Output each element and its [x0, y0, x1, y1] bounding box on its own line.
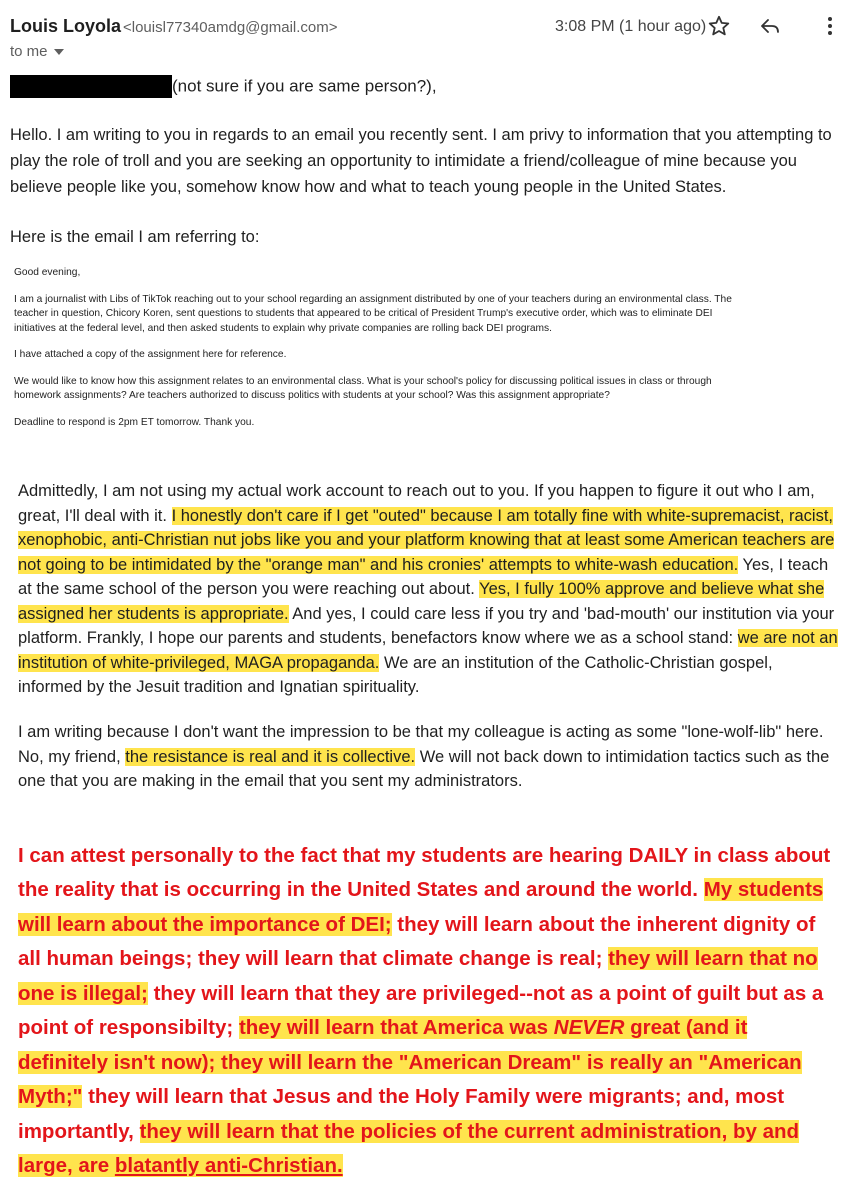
- highlighted-text: Yes, I fully 100% approve and believe what she assigned her students is appropriate.: [18, 580, 825, 623]
- underlined-text: blatantly anti-Christian.: [114, 1154, 343, 1177]
- reply-icon[interactable]: [758, 14, 782, 38]
- recipient-label: to me: [10, 43, 48, 60]
- text-segment: Yes, I teach at the same school of the person you were reaching out about.: [18, 555, 829, 598]
- greeting-line: [10, 75, 437, 99]
- greeting-suffix: (not sure if you are same person?),: [172, 76, 437, 96]
- highlighted-text: My students will learn about the importance of DEI;: [18, 878, 824, 936]
- text-segment: We are an institution of the Catholic-Christian gospel, informed by the Jesuit tradition and Ignatian spirituality.: [18, 653, 773, 696]
- body-paragraph: [18, 720, 838, 794]
- text-segment: I am writing because I don't want the impression to be that my colleague is acting as some "lone-wolf-lib" here. No, my friend,: [18, 723, 824, 766]
- text-segment: they will learn that the policies of the current administration, by and large, are: [18, 1119, 800, 1177]
- star-icon[interactable]: [707, 14, 731, 38]
- text-segment: I can attest personally to the fact that my students are hearing DAILY in class about the reality that is occurring in the United States and around the world.: [18, 843, 831, 901]
- red-bold-paragraph: [18, 839, 838, 1184]
- quoted-email: [14, 266, 734, 442]
- emphasis-text: NEVER: [553, 1016, 625, 1039]
- referring-line: Here is the email I am referring to:: [10, 228, 260, 246]
- recipient-toggle[interactable]: [10, 43, 64, 60]
- highlighted-text: they will learn that no one is illegal;: [18, 947, 818, 1005]
- highlighted-text: I honestly don't care if I get "outed" because I am totally fine with white-supremacist, racist, xenophobic, anti-Christian nut jobs like you and your platform knowing that at least some American teachers are not going to be intimidated by the "orange man" and his cronies' attempts to white-wash education.: [18, 506, 835, 574]
- sender-email: <louisl77340amdg@gmail.com>: [123, 19, 338, 36]
- body-paragraph: [18, 479, 838, 700]
- highlighted-text: the resistance is real and it is collective.: [125, 747, 416, 766]
- text-segment: Admittedly, I am not using my actual work account to reach out to you. If you happen to figure it out who I am, great, I'll deal with it.: [18, 482, 815, 525]
- quoted-paragraph: We would like to know how this assignment relates to an environmental class. What is your school's policy for discussing political issues in class or through homework assignments? Are teachers authorized to discuss politics with students at your school? Was this assignment appropriate?: [14, 375, 712, 401]
- chevron-down-icon[interactable]: [54, 49, 64, 55]
- quoted-paragraph: Deadline to respond is 2pm ET tomorrow. Thank you.: [14, 416, 255, 428]
- text-segment: they will learn that America was: [238, 1016, 554, 1039]
- text-segment: And yes, I could care less if you try and 'bad-mouth' our institution via your platform. Frankly, I hope our parents and students, benefactors know where we as a school stand:: [18, 604, 835, 647]
- quoted-greeting: Good evening,: [14, 267, 81, 278]
- email-header: [10, 10, 840, 62]
- intro-paragraph: Hello. I am writing to you in regards to an email you recently sent. I am privy to information that you attempting to play the role of troll and you are seeking an opportunity to intimidate a friend/colleague of mine because you believe people like you, somehow know how and what to teach young people in the United States.: [10, 126, 832, 196]
- sender-name[interactable]: Louis Loyola: [10, 16, 122, 36]
- email-timestamp: 3:08 PM (1 hour ago): [555, 18, 707, 35]
- text-segment: they will learn that Jesus and the Holy Family were migrants; and, most importantly,: [18, 1085, 785, 1143]
- more-vert-icon[interactable]: [818, 14, 842, 38]
- quoted-paragraph: I have attached a copy of the assignment here for reference.: [14, 349, 287, 360]
- text-segment: they will learn about the inherent dignity of all human beings; they will learn that climate change is real;: [18, 912, 816, 970]
- redaction-block: [10, 75, 172, 98]
- text-segment: great (and it definitely isn't now); they will learn the "American Dream" is really an "American Myth;": [18, 1016, 802, 1108]
- text-segment: they will learn that they are privileged--not as a point of guilt but as a point of responsibilty;: [18, 981, 824, 1039]
- text-segment: We will not back down to intimidation tactics such as the one that you are making in the email that you sent my administrators.: [18, 747, 830, 790]
- quoted-paragraph: I am a journalist with Libs of TikTok reaching out to your school regarding an assignment distributed by one of your teachers during an environmental class. The teacher in question, Chicory Koren, sent questions to students that appeared to be critical of President Trump's executive order, which was to eliminate DEI initiatives at the federal level, and then asked students to explain why private companies are rolling back DEI programs.: [14, 293, 732, 334]
- highlighted-text: we are not an institution of white-privileged, MAGA propaganda.: [18, 629, 838, 672]
